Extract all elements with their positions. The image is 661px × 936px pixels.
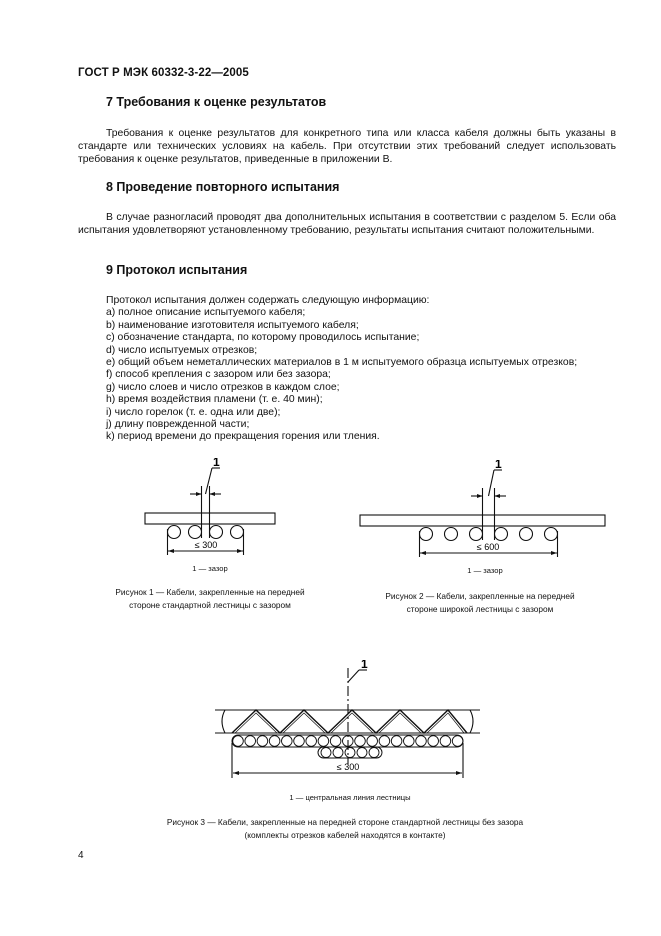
figure-1-caption-line-2: стороне стандартной лестницы с зазором: [129, 599, 291, 610]
cable-circle: [321, 748, 331, 758]
figure-2-caption-line-2: стороне широкой лестницы с зазором: [406, 603, 554, 614]
report-contents-list: [106, 295, 577, 444]
list-item: f) способ крепления с зазором или без зазора;: [106, 369, 331, 381]
cable-circle: [520, 528, 533, 541]
cable-circle: [369, 748, 379, 758]
cable-circle: [168, 526, 181, 539]
cable-circle: [452, 736, 463, 747]
cable-circle: [470, 528, 483, 541]
section-7-paragraph: [78, 127, 616, 167]
list-item: g) число слоев и число отрезков в каждом слое;: [106, 381, 340, 393]
figure-3-drawing: [215, 660, 485, 785]
section-7-heading: 7 Требования к оценке результатов: [106, 95, 327, 109]
cable-circle: [545, 528, 558, 541]
cable-circle: [210, 526, 223, 539]
figure-1-caption-line-1: Рисунок 1 — Кабели, закрепленные на передней: [115, 587, 305, 597]
cable-circle: [379, 736, 390, 747]
cable-circle: [420, 528, 433, 541]
cable-circle: [416, 736, 427, 747]
section-8-heading: 8 Проведение повторного испытания: [106, 180, 340, 194]
figure-3-caption-line-2: (комплекты отрезков кабелей находятся в контакте): [244, 829, 446, 840]
figure-3-marker: 1: [361, 660, 368, 671]
cable-circle: [189, 526, 202, 539]
list-item: a) полное описание испытуемого кабеля;: [106, 307, 306, 319]
cable-circle: [355, 736, 366, 747]
list-item: b) наименование изготовителя испытуемого кабеля;: [106, 319, 359, 331]
cable-circle: [428, 736, 439, 747]
figure-1-caption: [80, 586, 340, 611]
list-item: k) период времени до прекращения горения или тления.: [106, 431, 380, 443]
cable-circle: [330, 736, 341, 747]
figure-3-dimension: ≤ 300: [336, 762, 360, 772]
page-number: 4: [78, 850, 84, 861]
figure-2-drawing: [355, 460, 610, 565]
list-item: i) число горелок (т. е. одна или две);: [106, 406, 281, 418]
cable-circle: [318, 736, 329, 747]
cable-circle: [233, 736, 244, 747]
cable-circle: [345, 748, 355, 758]
cable-circle: [440, 736, 451, 747]
cable-circle: [495, 528, 508, 541]
cable-circle: [282, 736, 293, 747]
cable-circle: [357, 748, 367, 758]
cable-circle: [445, 528, 458, 541]
cable-row-bottom: [321, 748, 379, 758]
cable-circle: [306, 736, 317, 747]
list-item: d) число испытуемых отрезков;: [106, 344, 258, 356]
figure-3-legend: 1 — центральная линия лестницы: [289, 793, 411, 802]
figure-2-legend: 1 — зазор: [467, 566, 503, 575]
list-item: j) длину поврежденной части;: [106, 419, 250, 431]
figure-2-caption: [345, 590, 615, 615]
list-item: h) время воздействия пламени (т. е. 40 мин);: [106, 394, 323, 406]
figure-1-legend: 1 — зазор: [192, 564, 228, 573]
section-7-text: Требования к оценке результатов для конкретного типа или класса кабеля должны быть указаны в стандарте или технических условиях на кабель. При отсутствии этих требований следует использовать требования к оценке результатов, приведенные в приложении В.: [78, 128, 616, 166]
figure-2-dimension: ≤ 600: [476, 542, 500, 552]
cable-circle: [294, 736, 305, 747]
cable-circle: [231, 526, 244, 539]
figure-2-caption-line-1: Рисунок 2 — Кабели, закрепленные на передней: [385, 591, 575, 601]
cable-circle: [391, 736, 402, 747]
cable-circle: [245, 736, 256, 747]
figure-2-marker: 1: [495, 460, 502, 471]
list-item: c) обозначение стандарта, по которому проводилось испытание;: [106, 332, 420, 344]
figure-3-caption-line-1: Рисунок 3 — Кабели, закрепленные на передней стороне стандартной лестницы без зазора: [166, 817, 524, 827]
document-header: ГОСТ Р МЭК 60332-3-22—2005: [78, 67, 249, 79]
list-intro: Протокол испытания должен содержать следующую информацию:: [106, 295, 430, 306]
figure-1-dimension: ≤ 300: [194, 540, 218, 550]
cable-circle: [257, 736, 268, 747]
figure-1-drawing: [140, 458, 280, 563]
cable-circle: [404, 736, 415, 747]
cable-circle: [269, 736, 280, 747]
section-9-heading: 9 Протокол испытания: [106, 263, 248, 277]
figure-3-caption: [110, 816, 580, 841]
section-8-paragraph: [78, 211, 616, 237]
cable-circle: [333, 748, 343, 758]
list-item: e) общий объем неметаллических материалов в 1 м испытуемого образца испытуемых отрезков;: [106, 357, 578, 369]
cable-circle: [367, 736, 378, 747]
section-8-text: В случае разногласий проводят два дополнительных испытания в соответствии с разделом 5. Если оба испытания удовлетворяют установленному требованию, результаты испытания считают положительными.: [78, 212, 616, 237]
figure-1-marker: 1: [213, 458, 220, 469]
